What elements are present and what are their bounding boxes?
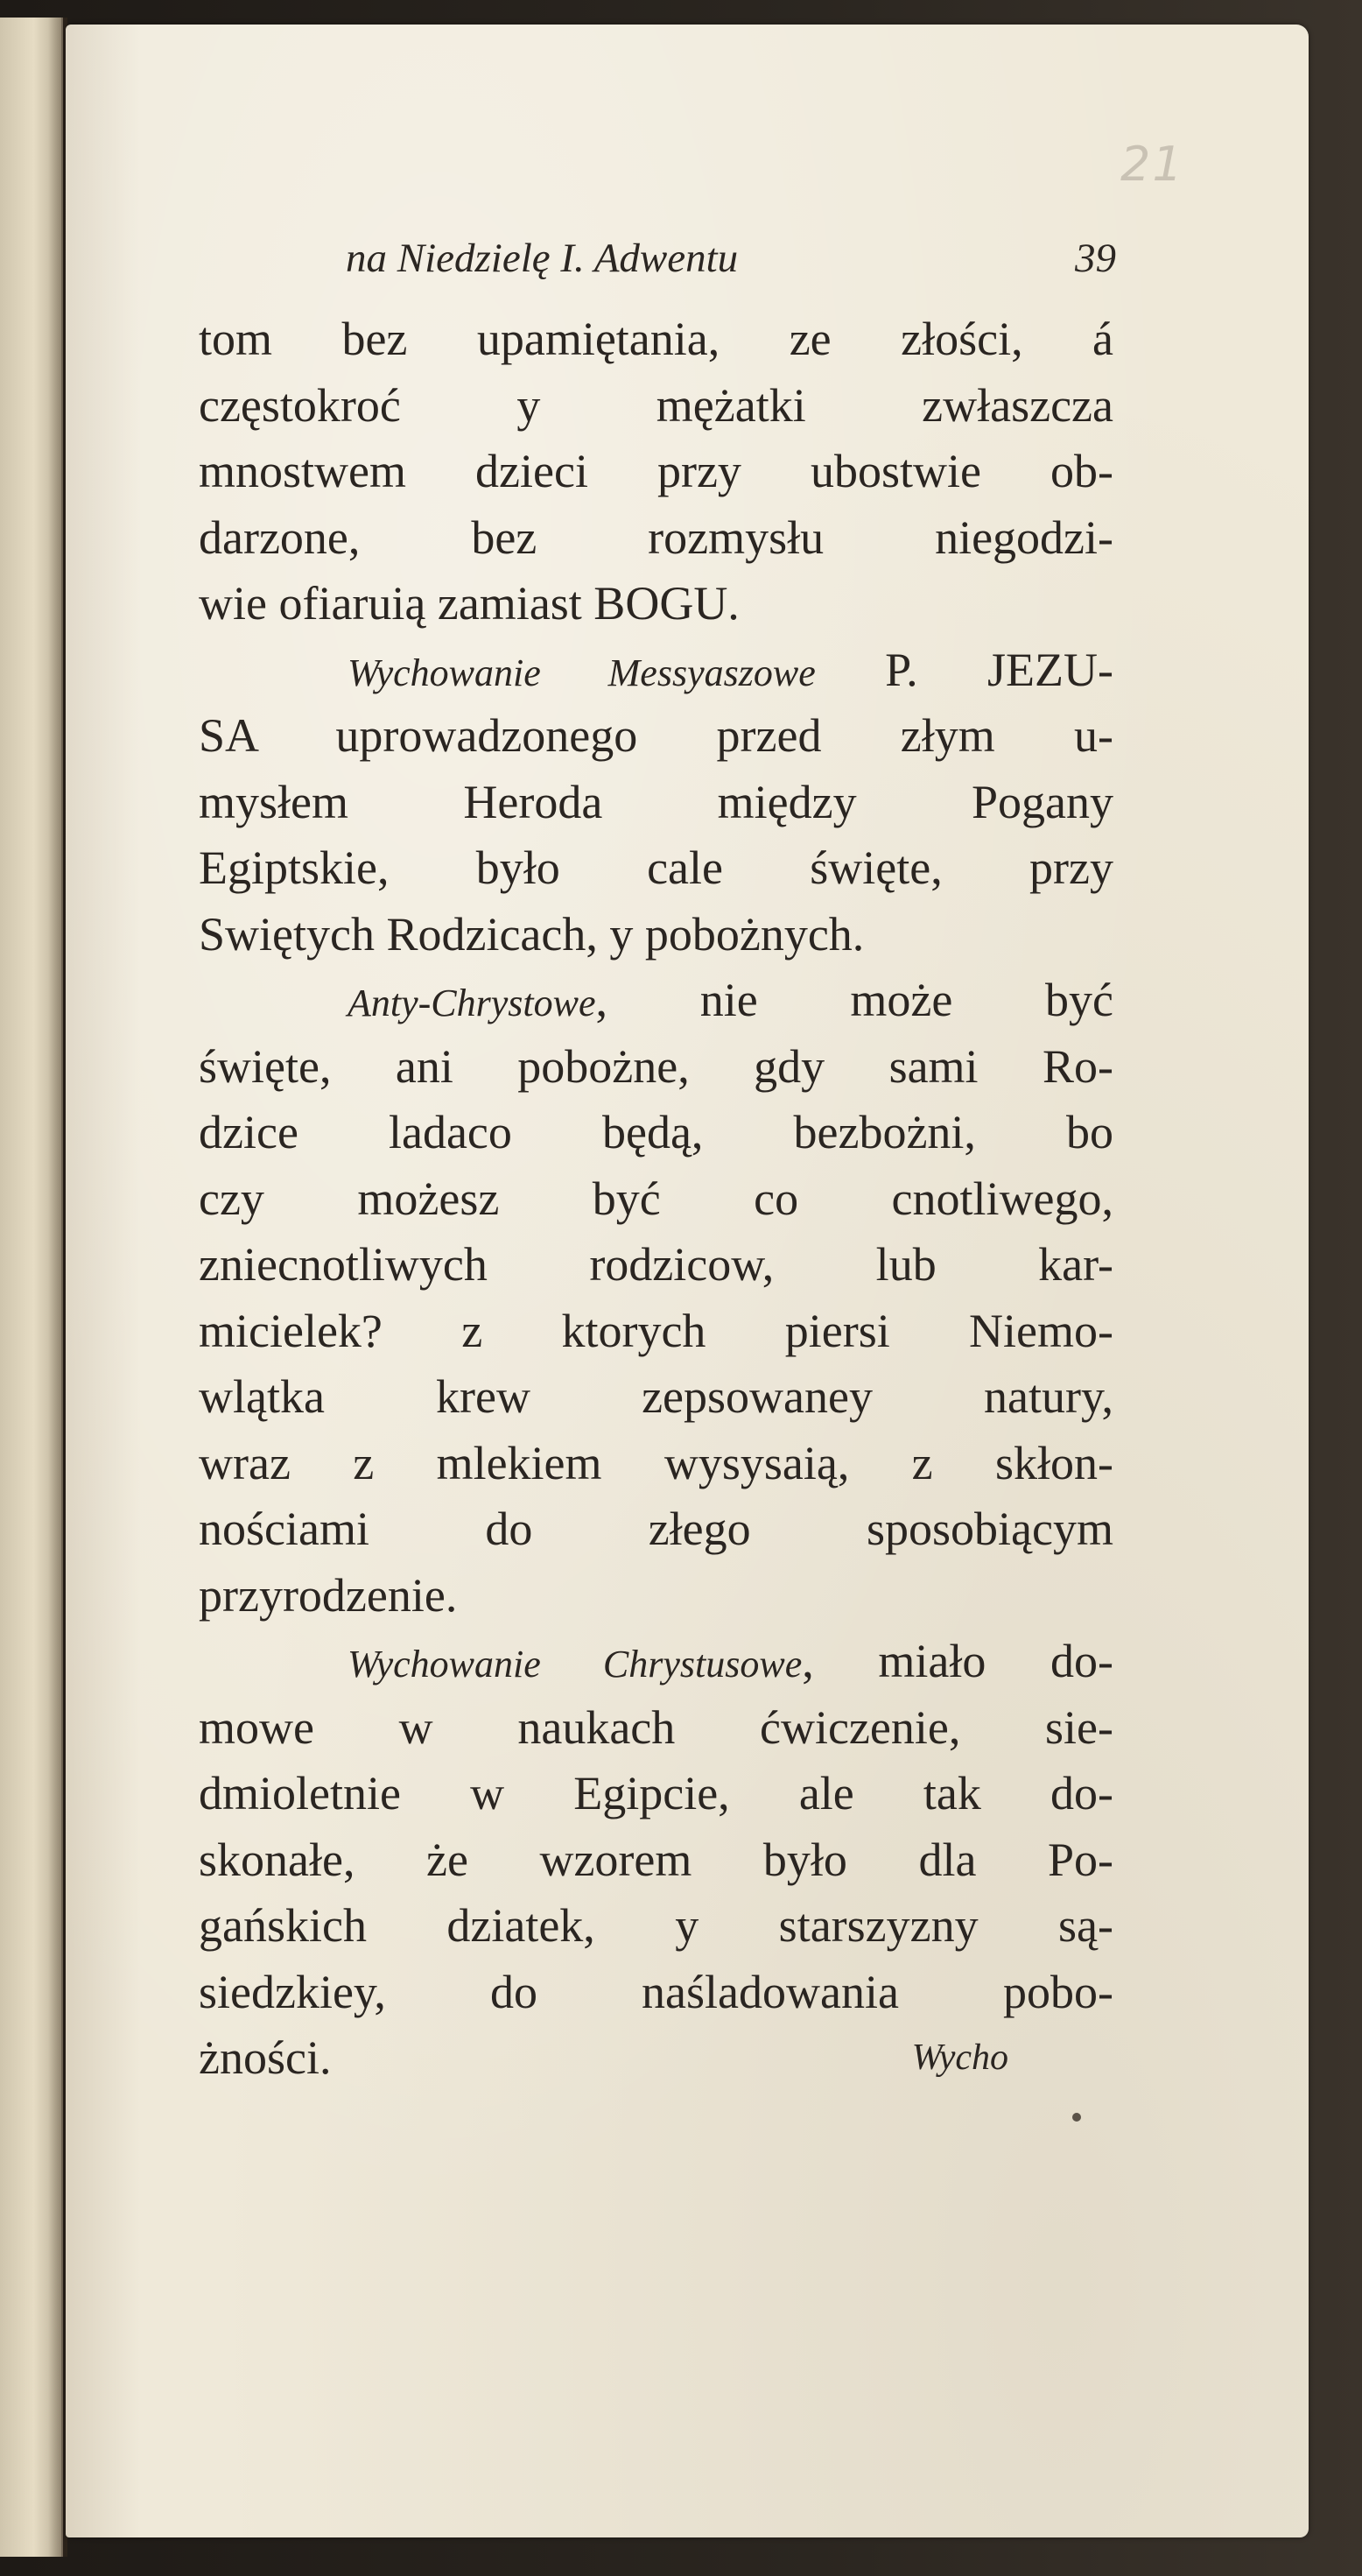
text-line: micielek? z ktorych piersi Niemo-	[199, 1304, 1113, 1357]
text-line: Egiptskie, było cale święte, przy	[199, 841, 1113, 894]
text-line: mowe w naukach ćwiczenie, sie-	[199, 1700, 1113, 1754]
page-number: 39	[1075, 236, 1116, 281]
running-title: na Niedzielę I. Adwentu	[346, 236, 739, 281]
text-line: czy możesz być co cnotliwego,	[199, 1172, 1113, 1225]
text-line: dmioletnie w Egipcie, ale tak do-	[199, 1767, 1113, 1819]
running-head	[346, 235, 1116, 296]
text-line: przyrodzenie.	[199, 1568, 458, 1622]
text-line: siedzkiey, do naśladowania pobo-	[199, 1965, 1113, 2018]
text-line: nościami do złego sposobiącym	[199, 1503, 1113, 1555]
text-line: częstokroć y mężatki zwłaszcza	[199, 378, 1113, 432]
text-line: zniecnotliwych rodzicow, lub kar-	[199, 1238, 1113, 1291]
catchword: Wycho	[911, 2038, 1008, 2078]
text-line: Anty-Chrystowe, nie może być	[348, 974, 1113, 1026]
gutter-shadow	[48, 18, 67, 2557]
italic-phrase: Wychowanie Chrystusowe	[348, 1643, 803, 1686]
book-page	[66, 25, 1309, 2537]
italic-phrase: Wychowanie Messyaszowe	[348, 651, 816, 694]
text-line: mnostwem dzieci przy ubostwie ob-	[199, 445, 1113, 497]
text-line: dzice ladaco będą, bezbożni, bo	[199, 1106, 1113, 1158]
pencil-folio-number: 21	[1120, 137, 1184, 192]
text-line: wraz z mlekiem wysysaią, z skłon-	[199, 1436, 1113, 1489]
text-line: tom bez upamiętania, ze złości, á	[199, 313, 1113, 365]
text-line: Swiętych Rodzicach, y pobożnych.	[199, 907, 865, 961]
text-line: Wychowanie Messyaszowe P. JEZU-	[348, 643, 1113, 696]
text-line: darzone, bez rozmysłu niegodzi-	[199, 510, 1113, 564]
text-line: mysłem Heroda między Pogany	[199, 775, 1113, 828]
body-text	[199, 306, 1113, 2092]
text-line: wlątka krew zepsowaney natury,	[199, 1370, 1113, 1423]
text-line: skonałe, że wzorem było dla Po-	[199, 1833, 1113, 1886]
text-line: wie ofiaruią zamiast BOGU.	[199, 577, 740, 630]
text-line: święte, ani pobożne, gdy sami Ro-	[199, 1039, 1113, 1093]
text-line: żności. Wycho	[199, 2025, 1113, 2092]
text-line: SA uprowadzonego przed złym u-	[199, 709, 1113, 762]
italic-phrase: Anty-Chrystowe	[348, 982, 596, 1024]
paper-speck	[1072, 2113, 1081, 2122]
text-line: gańskich dziatek, y starszyzny są-	[199, 1899, 1113, 1952]
text-line: Wychowanie Chrystusowe, miało do-	[348, 1635, 1113, 1687]
